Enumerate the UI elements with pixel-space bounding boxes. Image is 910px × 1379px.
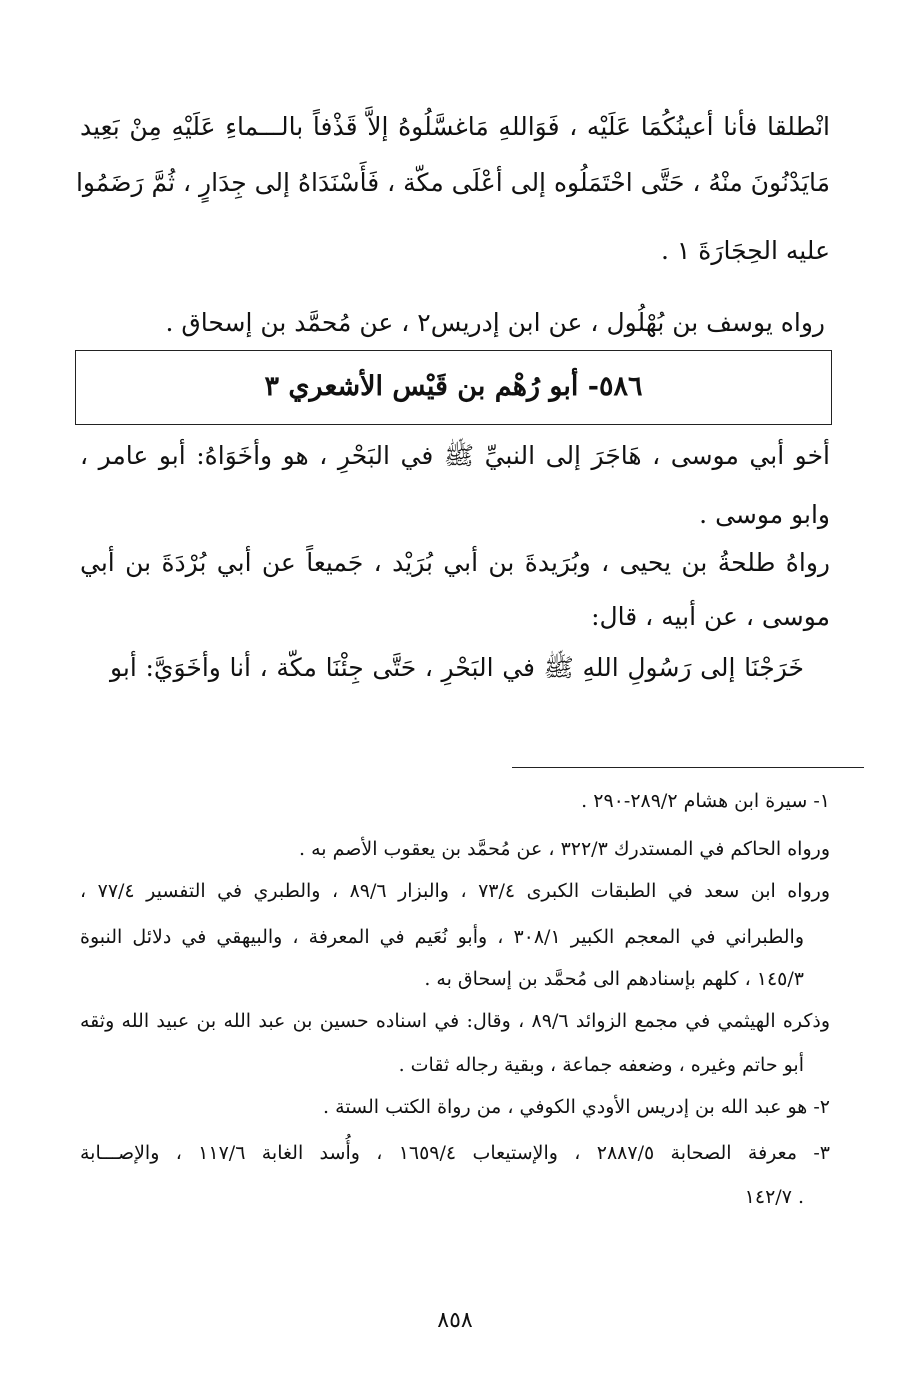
footnote-line-10: . ١٤٢/٧ xyxy=(744,1186,804,1208)
footnote-line-2: ورواه الحاكم في المستدرك ٣٢٢/٣ ، عن مُحمَّد بن يعقوب الأصم به . xyxy=(298,838,830,860)
footnote-line-6: وذكره الهيثمي في مجمع الزوائد ٨٩/٦ ، وقال: في اسناده حسين بن عبد الله بن عبيد الله وثقه xyxy=(80,1010,831,1032)
footnote-separator xyxy=(512,767,864,768)
footnote-line-1: ١- سيرة ابن هشام ٢٨٩/٢-٢٩٠ . xyxy=(581,790,830,812)
entry-line-5: خَرَجْنَا إلى رَسُولِ اللهِ ﷺ في البَحْرِ ، حَتَّى جِئْنَا مكّة ، أنا وأخَوَيَّ: أبو xyxy=(110,653,804,682)
footnote-line-8: ٢- هو عبد الله بن إدريس الأودي الكوفي ، من رواة الكتب الستة . xyxy=(323,1096,830,1118)
footnote-line-9: ٣- معرفة الصحابة ٢٨٨٧/٥ ، والإستيعاب ١٦٥٩/٤ ، وأُسد الغابة ١١٧/٦ ، والإصـــابة xyxy=(80,1142,830,1164)
entry-line-2: وابو موسى . xyxy=(699,500,830,529)
entry-heading: ٥٨٦- أبو رُهْم بن قَيْس الأشعري ٣ xyxy=(264,371,643,402)
entry-line-1: أخو أبي موسى ، هَاجَرَ إلى النبيِّ ﷺ في البَحْرِ ، هو وأخَوَاهُ: أبو عامر ، xyxy=(80,441,830,470)
entry-line-3: رواهُ طلحةُ بن يحيى ، وبُرَيدةَ بن أبي بُرَيْد ، جَميعاً عن أبي بُرْدَةَ بن أبي xyxy=(80,548,830,577)
body-line-3: عليه الحِجَارَةَ ١ . xyxy=(660,236,830,265)
footnote-line-7: أبو حاتم وغيره ، وضعفه جماعة ، وبقية رجاله ثقات . xyxy=(398,1054,804,1076)
body-line-2: مَايَدْنُونَ منْهُ ، حَتَّى احْتَمَلُوه إلى أعْلَى مكّة ، فَأَسْنَدَاهُ إلى جِدَارٍ ، ثُمَّ رَضَمُوا xyxy=(75,168,830,197)
entry-heading-box xyxy=(75,350,832,425)
body-line-1: انْطلقا فأنا أعينُكُمَا عَلَيْه ، فَوَاللهِ مَاغسَّلُوهُ إلاَّ قَذْفاً بالـــماءِ عَلَيْهِ مِنْ بَعِيد xyxy=(80,112,830,141)
footnote-line-4: والطبراني في المعجم الكبير ٣٠٨/١ ، وأبو نُعَيم في المعرفة ، والبيهقي في دلائل النبوة xyxy=(80,926,804,948)
page-number: ٨٥٨ xyxy=(437,1308,473,1333)
footnote-line-3: ورواه ابن سعد في الطبقات الكبرى ٧٣/٤ ، والبزار ٨٩/٦ ، والطبري في التفسير ٧٧/٤ ، xyxy=(80,880,831,902)
body-line-4: رواه يوسف بن بُهْلُول ، عن ابن إدريس٢ ، عن مُحمَّد بن إسحاق . xyxy=(165,308,825,337)
footnote-line-5: ١٤٥/٣ ، كلهم بإسنادهم الى مُحمَّد بن إسحاق به . xyxy=(424,968,804,990)
entry-line-4: موسى ، عن أبيه ، قال: xyxy=(591,602,830,631)
